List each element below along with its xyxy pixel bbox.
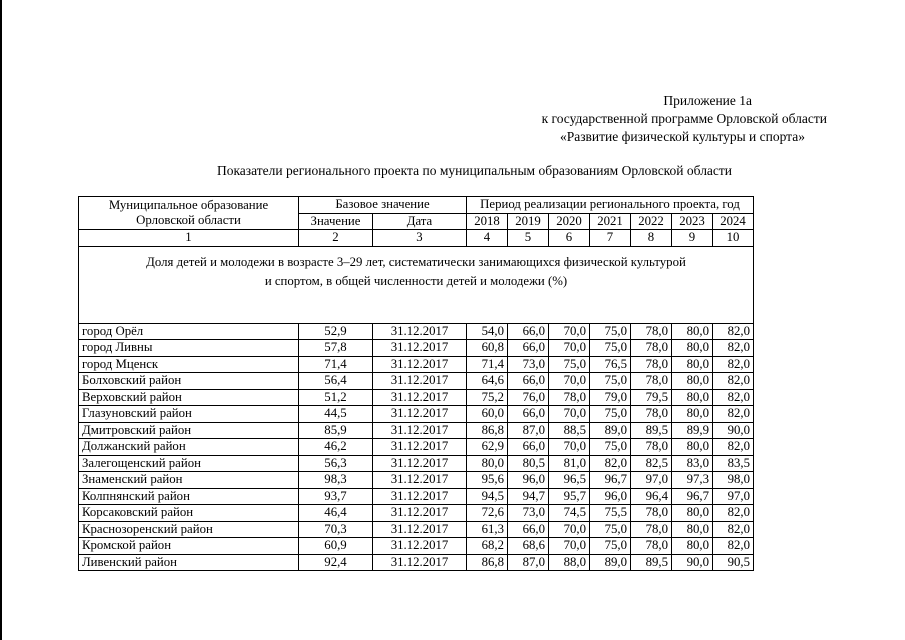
appendix-program: к государственной программе Орловской области — [541, 111, 827, 126]
year-value: 96,7 — [672, 488, 713, 505]
year-value: 76,0 — [508, 389, 549, 406]
year-value: 87,0 — [508, 554, 549, 571]
header-year: 2019 — [508, 213, 549, 230]
year-value: 70,0 — [549, 406, 590, 423]
header-row-1 — [79, 197, 754, 214]
municipality-name: город Мценск — [79, 356, 299, 373]
year-value: 70,0 — [549, 323, 590, 340]
table-row — [79, 455, 754, 472]
year-value: 95,7 — [549, 488, 590, 505]
base-date: 31.12.2017 — [373, 373, 467, 390]
year-value: 78,0 — [631, 538, 672, 555]
table-row — [79, 422, 754, 439]
year-value: 82,0 — [590, 455, 631, 472]
year-value: 72,6 — [467, 505, 508, 522]
base-value: 46,4 — [299, 505, 373, 522]
year-value: 89,0 — [590, 554, 631, 571]
year-value: 73,0 — [508, 505, 549, 522]
year-value: 83,0 — [672, 455, 713, 472]
base-value: 92,4 — [299, 554, 373, 571]
table-row — [79, 356, 754, 373]
year-value: 82,0 — [713, 439, 754, 456]
section-title-line1: Доля детей и молодежи в возрасте 3–29 лет, систематически занимающихся физической культурой — [146, 254, 686, 269]
year-value: 75,0 — [590, 340, 631, 357]
year-value: 88,5 — [549, 422, 590, 439]
col-number: 9 — [672, 230, 713, 247]
year-value: 80,0 — [672, 406, 713, 423]
col-number: 2 — [299, 230, 373, 247]
year-value: 60,8 — [467, 340, 508, 357]
appendix-program-title: «Развитие физической культуры и спорта» — [559, 129, 805, 144]
table-row — [79, 439, 754, 456]
year-value: 75,0 — [590, 521, 631, 538]
base-value: 56,4 — [299, 373, 373, 390]
col-number: 7 — [590, 230, 631, 247]
year-value: 82,0 — [713, 538, 754, 555]
year-value: 87,0 — [508, 422, 549, 439]
year-value: 66,0 — [508, 521, 549, 538]
municipality-name: Ливенский район — [79, 554, 299, 571]
year-value: 66,0 — [508, 340, 549, 357]
year-value: 96,5 — [549, 472, 590, 489]
year-value: 90,5 — [713, 554, 754, 571]
year-value: 74,5 — [549, 505, 590, 522]
year-value: 97,0 — [713, 488, 754, 505]
year-value: 89,5 — [631, 554, 672, 571]
base-value: 70,3 — [299, 521, 373, 538]
year-value: 66,0 — [508, 439, 549, 456]
year-value: 76,5 — [590, 356, 631, 373]
base-value: 98,3 — [299, 472, 373, 489]
year-value: 61,3 — [467, 521, 508, 538]
year-value: 60,0 — [467, 406, 508, 423]
year-value: 79,0 — [590, 389, 631, 406]
table-row — [79, 323, 754, 340]
base-date: 31.12.2017 — [373, 340, 467, 357]
year-value: 80,0 — [672, 439, 713, 456]
section-title — [79, 246, 754, 323]
year-value: 78,0 — [631, 406, 672, 423]
year-value: 98,0 — [713, 472, 754, 489]
year-value: 96,0 — [590, 488, 631, 505]
year-value: 78,0 — [631, 356, 672, 373]
base-value: 52,9 — [299, 323, 373, 340]
base-date: 31.12.2017 — [373, 554, 467, 571]
year-value: 90,0 — [672, 554, 713, 571]
year-value: 80,0 — [672, 538, 713, 555]
table-row — [79, 538, 754, 555]
year-value: 82,5 — [631, 455, 672, 472]
year-value: 79,5 — [631, 389, 672, 406]
municipality-name: Кромской район — [79, 538, 299, 555]
page-edge-rule — [0, 0, 2, 640]
year-value: 90,0 — [713, 422, 754, 439]
year-value: 89,0 — [590, 422, 631, 439]
year-value: 89,9 — [672, 422, 713, 439]
base-date: 31.12.2017 — [373, 488, 467, 505]
year-value: 89,5 — [631, 422, 672, 439]
col-number: 6 — [549, 230, 590, 247]
year-value: 75,0 — [590, 439, 631, 456]
year-value: 95,6 — [467, 472, 508, 489]
year-value: 94,5 — [467, 488, 508, 505]
year-value: 70,0 — [549, 340, 590, 357]
municipality-name: город Ливны — [79, 340, 299, 357]
header-year: 2024 — [713, 213, 754, 230]
appendix-header — [542, 92, 827, 146]
header-municipality-line1: Муниципальное образование — [108, 198, 269, 212]
table-row — [79, 373, 754, 390]
base-date: 31.12.2017 — [373, 422, 467, 439]
year-value: 75,0 — [590, 323, 631, 340]
base-date: 31.12.2017 — [373, 455, 467, 472]
municipality-name: Знаменский район — [79, 472, 299, 489]
municipality-name: Дмитровский район — [79, 422, 299, 439]
table-row — [79, 406, 754, 423]
municipality-name: Корсаковский район — [79, 505, 299, 522]
header-year: 2022 — [631, 213, 672, 230]
col-number: 4 — [467, 230, 508, 247]
column-numbers-row — [79, 230, 754, 247]
year-value: 66,0 — [508, 406, 549, 423]
year-value: 82,0 — [713, 505, 754, 522]
year-value: 66,0 — [508, 323, 549, 340]
base-value: 71,4 — [299, 356, 373, 373]
year-value: 97,3 — [672, 472, 713, 489]
year-value: 75,5 — [590, 505, 631, 522]
header-year: 2023 — [672, 213, 713, 230]
year-value: 70,0 — [549, 538, 590, 555]
year-value: 80,0 — [672, 323, 713, 340]
base-date: 31.12.2017 — [373, 356, 467, 373]
table-row — [79, 389, 754, 406]
year-value: 86,8 — [467, 422, 508, 439]
indicators-table — [78, 196, 754, 571]
year-value: 78,0 — [549, 389, 590, 406]
year-value: 78,0 — [631, 323, 672, 340]
base-date: 31.12.2017 — [373, 406, 467, 423]
municipality-name: Краснозоренский район — [79, 521, 299, 538]
base-date: 31.12.2017 — [373, 538, 467, 555]
year-value: 94,7 — [508, 488, 549, 505]
appendix-number: Приложение 1а — [663, 93, 752, 108]
table-row — [79, 505, 754, 522]
year-value: 78,0 — [631, 373, 672, 390]
year-value: 80,0 — [672, 521, 713, 538]
base-value: 44,5 — [299, 406, 373, 423]
municipality-name: Болховский район — [79, 373, 299, 390]
header-year: 2020 — [549, 213, 590, 230]
year-value: 82,0 — [713, 406, 754, 423]
col-number: 10 — [713, 230, 754, 247]
year-value: 86,8 — [467, 554, 508, 571]
table-row — [79, 340, 754, 357]
header-municipality — [79, 197, 299, 230]
header-base: Базовое значение — [299, 197, 467, 214]
year-value: 54,0 — [467, 323, 508, 340]
year-value: 64,6 — [467, 373, 508, 390]
header-year: 2018 — [467, 213, 508, 230]
municipality-name: Колпнянский район — [79, 488, 299, 505]
year-value: 82,0 — [713, 340, 754, 357]
year-value: 80,0 — [672, 505, 713, 522]
year-value: 66,0 — [508, 373, 549, 390]
year-value: 62,9 — [467, 439, 508, 456]
section-title-row — [79, 246, 754, 323]
year-value: 70,0 — [549, 521, 590, 538]
year-value: 88,0 — [549, 554, 590, 571]
table-row — [79, 554, 754, 571]
municipality-name: Залегощенский район — [79, 455, 299, 472]
year-value: 78,0 — [631, 521, 672, 538]
year-value: 75,2 — [467, 389, 508, 406]
year-value: 80,5 — [508, 455, 549, 472]
year-value: 75,0 — [590, 373, 631, 390]
table-row — [79, 488, 754, 505]
base-value: 57,8 — [299, 340, 373, 357]
year-value: 80,0 — [467, 455, 508, 472]
base-date: 31.12.2017 — [373, 505, 467, 522]
municipality-name: Верховский район — [79, 389, 299, 406]
col-number: 3 — [373, 230, 467, 247]
base-value: 56,3 — [299, 455, 373, 472]
base-date: 31.12.2017 — [373, 439, 467, 456]
base-date: 31.12.2017 — [373, 389, 467, 406]
year-value: 75,0 — [549, 356, 590, 373]
table-row — [79, 521, 754, 538]
year-value: 75,0 — [590, 538, 631, 555]
section-title-line2: и спортом, в общей численности детей и молодежи (%) — [264, 273, 568, 288]
year-value: 80,0 — [672, 356, 713, 373]
year-value: 80,0 — [672, 389, 713, 406]
year-value: 78,0 — [631, 439, 672, 456]
year-value: 70,0 — [549, 373, 590, 390]
base-value: 51,2 — [299, 389, 373, 406]
municipality-name: Глазуновский район — [79, 406, 299, 423]
header-period: Период реализации регионального проекта, год — [467, 197, 754, 214]
year-value: 68,6 — [508, 538, 549, 555]
municipality-name: Должанский район — [79, 439, 299, 456]
year-value: 82,0 — [713, 373, 754, 390]
year-value: 82,0 — [713, 389, 754, 406]
year-value: 80,0 — [672, 373, 713, 390]
col-number: 8 — [631, 230, 672, 247]
col-number: 1 — [79, 230, 299, 247]
table-row — [79, 472, 754, 489]
base-date: 31.12.2017 — [373, 472, 467, 489]
base-value: 46,2 — [299, 439, 373, 456]
year-value: 83,5 — [713, 455, 754, 472]
year-value: 73,0 — [508, 356, 549, 373]
year-value: 96,4 — [631, 488, 672, 505]
header-year: 2021 — [590, 213, 631, 230]
year-value: 78,0 — [631, 505, 672, 522]
year-value: 96,7 — [590, 472, 631, 489]
year-value: 96,0 — [508, 472, 549, 489]
base-value: 60,9 — [299, 538, 373, 555]
year-value: 75,0 — [590, 406, 631, 423]
base-value: 85,9 — [299, 422, 373, 439]
year-value: 82,0 — [713, 323, 754, 340]
municipality-name: город Орёл — [79, 323, 299, 340]
base-date: 31.12.2017 — [373, 323, 467, 340]
year-value: 70,0 — [549, 439, 590, 456]
year-value: 71,4 — [467, 356, 508, 373]
col-number: 5 — [508, 230, 549, 247]
year-value: 80,0 — [672, 340, 713, 357]
document-title: Показатели регионального проекта по муниципальным образованиям Орловской области — [216, 163, 733, 178]
base-date: 31.12.2017 — [373, 521, 467, 538]
year-value: 68,2 — [467, 538, 508, 555]
year-value: 82,0 — [713, 356, 754, 373]
year-value: 78,0 — [631, 340, 672, 357]
year-value: 97,0 — [631, 472, 672, 489]
year-value: 82,0 — [713, 521, 754, 538]
header-base-date: Дата — [373, 213, 467, 230]
year-value: 81,0 — [549, 455, 590, 472]
header-base-value: Значение — [299, 213, 373, 230]
base-value: 93,7 — [299, 488, 373, 505]
header-municipality-line2: Орловской области — [136, 213, 241, 227]
